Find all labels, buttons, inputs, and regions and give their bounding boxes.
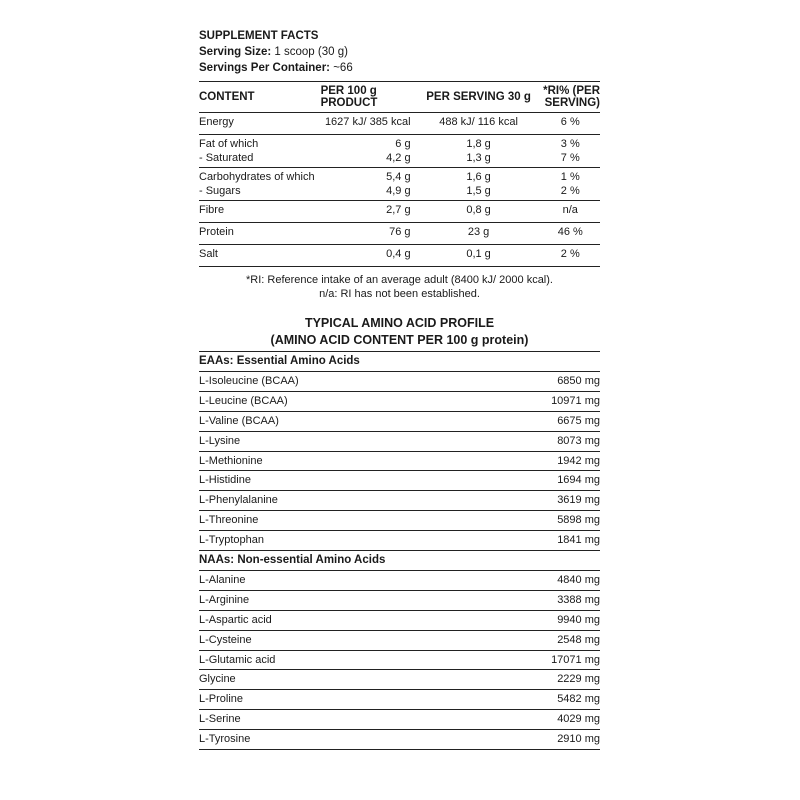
amino-table [199, 351, 600, 750]
row-energy [199, 113, 600, 135]
cell-value: 1,8 g [466, 138, 491, 150]
amino-name: L-Histidine [199, 474, 251, 487]
amino-row [199, 730, 600, 750]
amino-name: L-Arginine [199, 593, 250, 606]
servings-value: ~66 [333, 62, 353, 74]
cell-value: 6 g [395, 138, 411, 150]
naa-list [199, 571, 600, 750]
amino-value: 2229 mg [557, 673, 600, 686]
cell-ri [541, 168, 600, 201]
amino-name: Glycine [199, 673, 236, 686]
col-content: CONTENT [199, 82, 315, 113]
amino-row [199, 531, 600, 551]
nutrition-table [199, 81, 600, 267]
amino-name: L-Tyrosine [199, 733, 251, 746]
cell-value: 1,3 g [466, 152, 491, 164]
amino-value: 6850 mg [557, 375, 600, 387]
cell-ri [541, 135, 600, 168]
ri-note: *RI: Reference intake of an average adult (8400 kJ/ 2000 kcal). [246, 274, 553, 286]
amino-name: L-Cysteine [199, 633, 252, 646]
cell-per100 [315, 135, 417, 168]
cell-name [199, 168, 315, 201]
amino-row [199, 631, 600, 651]
amino-row [199, 651, 600, 671]
ri-footnote [199, 273, 600, 301]
amino-value: 4840 mg [557, 574, 600, 587]
cell-name: Salt [199, 245, 315, 267]
cell-serving: 0,1 g [417, 245, 541, 267]
amino-name: L-Phenylalanine [199, 494, 278, 507]
cell-value: 7 % [560, 152, 580, 164]
amino-row [199, 710, 600, 730]
naa-heading: NAAs: Non-essential Amino Acids [199, 551, 600, 571]
amino-value: 5898 mg [557, 514, 600, 527]
cell-name-line: - Saturated [199, 152, 254, 164]
cell-value: 4,9 g [386, 185, 411, 197]
amino-subtitle-line: (AMINO ACID CONTENT PER 100 g protein) [270, 333, 529, 347]
amino-value: 2548 mg [557, 633, 600, 646]
amino-name: L-Isoleucine (BCAA) [199, 375, 299, 387]
amino-name: L-Proline [199, 693, 244, 706]
cell-name-line: Carbohydrates of which [199, 171, 315, 183]
cell-serving [417, 135, 541, 168]
cell-per100 [315, 168, 417, 201]
amino-name: L-Methionine [199, 454, 263, 467]
amino-name: L-Threonine [199, 514, 259, 527]
cell-value: 1 % [560, 171, 580, 183]
cell-value: 4,2 g [386, 152, 411, 164]
amino-row [199, 611, 600, 631]
servings-per-container [199, 60, 600, 76]
cell-value: 1,5 g [466, 185, 491, 197]
row-fibre [199, 201, 600, 223]
row-salt [199, 245, 600, 267]
cell-value: 1,6 g [466, 171, 491, 183]
amino-name: L-Alanine [199, 574, 246, 587]
amino-value: 5482 mg [557, 693, 600, 706]
amino-name: L-Tryptophan [199, 534, 265, 547]
amino-value: 9940 mg [557, 613, 600, 626]
amino-name: L-Valine (BCAA) [199, 414, 279, 427]
cell-serving [417, 168, 541, 201]
eaa-heading: EAAs: Essential Amino Acids [199, 352, 600, 372]
amino-row [199, 432, 600, 452]
facts-title: SUPPLEMENT FACTS [199, 30, 319, 42]
amino-row [199, 690, 600, 710]
row-protein [199, 223, 600, 245]
cell-name: Fibre [199, 201, 315, 223]
amino-row [199, 511, 600, 531]
amino-name: L-Glutamic acid [199, 653, 276, 666]
amino-row [199, 471, 600, 491]
amino-row [199, 571, 600, 591]
amino-value: 1942 mg [557, 454, 600, 467]
cell-per100: 2,7 g [315, 201, 417, 223]
cell-ri: n/a [541, 201, 600, 223]
amino-name: L-Aspartic acid [199, 613, 272, 626]
cell-name: Energy [199, 113, 315, 135]
cell-value: 2 % [560, 185, 580, 197]
na-note: n/a: RI has not been established. [319, 288, 480, 300]
amino-title-line: TYPICAL AMINO ACID PROFILE [304, 316, 495, 330]
amino-row [199, 412, 600, 432]
amino-row [199, 491, 600, 511]
col-ri: *RI% (PER SERVING) [541, 82, 600, 113]
amino-name: L-Serine [199, 713, 241, 726]
amino-value: 6675 mg [557, 414, 600, 427]
cell-value: 3 % [560, 138, 580, 150]
supplement-facts-panel [199, 28, 600, 750]
cell-name-line: - Sugars [199, 185, 241, 197]
amino-title [199, 315, 600, 349]
col-per-serving: PER SERVING 30 g [417, 82, 541, 113]
amino-row [199, 591, 600, 611]
cell-ri: 2 % [541, 245, 600, 267]
amino-name: L-Leucine (BCAA) [199, 394, 288, 407]
row-carbohydrates [199, 168, 600, 201]
serving-size [199, 44, 600, 60]
amino-value: 4029 mg [557, 713, 600, 726]
cell-per100: 0,4 g [315, 245, 417, 267]
cell-serving: 488 kJ/ 116 kcal [417, 113, 541, 135]
amino-value: 1694 mg [557, 474, 600, 487]
cell-name: Protein [199, 223, 315, 245]
serving-size-value: 1 scoop (30 g) [274, 46, 348, 58]
cell-ri: 6 % [541, 113, 600, 135]
amino-value: 8073 mg [557, 434, 600, 447]
cell-value: 5,4 g [386, 171, 411, 183]
amino-row [199, 392, 600, 412]
cell-name [199, 135, 315, 168]
amino-value: 1841 mg [557, 534, 600, 547]
amino-value: 3619 mg [557, 494, 600, 507]
serving-size-label: Serving Size: [199, 46, 272, 58]
cell-serving: 23 g [417, 223, 541, 245]
eaa-list [199, 372, 600, 551]
col-per-100g: PER 100 g PRODUCT [315, 82, 417, 113]
cell-per100: 76 g [315, 223, 417, 245]
cell-name-line: Fat of which [199, 138, 259, 150]
cell-per100: 1627 kJ/ 385 kcal [315, 113, 417, 135]
amino-value: 3388 mg [557, 593, 600, 606]
amino-row [199, 452, 600, 472]
amino-value: 10971 mg [551, 394, 600, 407]
amino-value: 2910 mg [557, 733, 600, 746]
row-fat [199, 135, 600, 168]
amino-row [199, 372, 600, 392]
amino-value: 17071 mg [551, 653, 600, 666]
amino-name: L-Lysine [199, 434, 241, 447]
cell-ri: 46 % [541, 223, 600, 245]
servings-label: Servings Per Container: [199, 62, 331, 74]
cell-serving: 0,8 g [417, 201, 541, 223]
amino-row [199, 670, 600, 690]
